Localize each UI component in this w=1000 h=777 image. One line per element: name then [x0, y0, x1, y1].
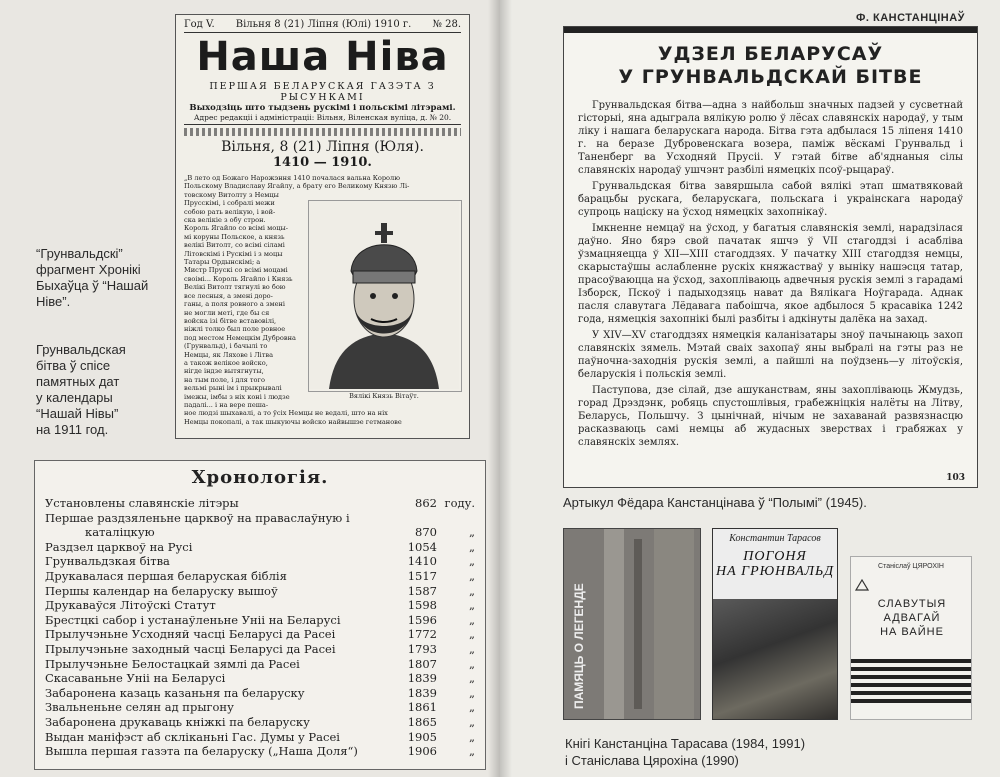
book-1-title: ПАМЯЦЬ О ЛЕГЕНДЕ: [572, 583, 586, 709]
caption-line: у календары: [36, 390, 113, 405]
chronology-event: Першае раздзяленьне царквоў на праваслаўную і: [45, 510, 350, 525]
chronology-unit: „: [469, 627, 475, 642]
article-title-line: УДЗЕЛ БЕЛАРУСАЎ: [657, 43, 884, 65]
portrait-illustration: [308, 200, 462, 392]
newspaper-text-line: все лесныя, а змені доро-: [184, 291, 273, 300]
chronology-year: 1517: [407, 568, 437, 583]
caption-line: бітва ў спісе: [36, 358, 111, 373]
chronology-row: [45, 715, 475, 730]
newspaper-subtitle-2: Выходзіць што тыдзень рускімі і польскімі літэрамі.: [189, 103, 456, 113]
book-cover-3: [850, 556, 972, 720]
newspaper-text-line: велікі Витолт, со всімі сіламі: [184, 241, 285, 250]
newspaper-text-line: Прусскімі, і собралі межи: [184, 199, 275, 208]
chronology-unit: „: [469, 583, 475, 598]
newspaper-text-line: товскому Витолту з Немцы: [184, 190, 279, 199]
newspaper-text-line: мі коруны Польское, а князь: [184, 232, 285, 241]
article-paragraph: Паступова, дзе сілай, дзе ашуканствам, яны захопліваюць Жмудзь, горад Дрэздэнк, робяць спустошлівыя, грабежніцкія налёты на Літву, Беларусь, Польшчу. З цынічнай, нічым не захаванай развязнасцю расказваюць самі немцы аб жудасных зверствах і грабяжах у славянскіх землях.: [578, 385, 963, 448]
chronology-year: 1587: [407, 583, 437, 598]
newspaper-text-line: собою рать велікую, і вой-: [184, 207, 276, 216]
newspaper-issue-number: № 28.: [432, 19, 461, 30]
book-3-title: [857, 597, 967, 639]
article-title-line: У ГРУНВАЛЬДСКАЙ БІТВЕ: [618, 66, 923, 88]
chronology-row: [45, 744, 475, 759]
newspaper-text-line: Велікі Витолт тягнулі во бою: [184, 283, 286, 292]
caption-line: Быхаўца ў “Нашай: [36, 278, 149, 293]
newspaper-text-line: Польскому Владиславу Ягайлу, а брату его Великому Князю Лі-: [184, 182, 410, 191]
chronology-row: [45, 642, 475, 657]
article-clipping: [563, 26, 978, 488]
caption-line: Ніве”.: [36, 294, 71, 309]
book-3-author: Станіслаў ЦЯРОХІН: [878, 563, 944, 570]
chronology-row: [45, 700, 475, 715]
newspaper-text-line: своімі... Король Ягайло і Князь: [184, 274, 293, 283]
newspaper-text-line: (Грунвальд), і бачылі то: [184, 342, 268, 351]
chronology-event: Друкавалася першая беларуская біблія: [45, 568, 287, 583]
chronology-row: [45, 569, 475, 584]
chronology-year: 1807: [407, 656, 437, 671]
article-page-number: 103: [946, 473, 965, 483]
chronology-unit: „: [469, 554, 475, 569]
newspaper-issue-date: Вільня 8 (21) Ліпня (Юлі) 1910 г.: [235, 19, 412, 30]
cover-stripe: [604, 529, 624, 720]
caption-chronicle: [36, 246, 148, 310]
newspaper-text-line: не могли меті, где бы ся: [184, 308, 270, 317]
newspaper-text-line: падалі... і на вере пеша-: [184, 400, 269, 409]
chronology-unit: „: [469, 656, 475, 671]
chronology-year: 1905: [407, 729, 437, 744]
article-paragraph: Грунвальдская бітва—адна з найбольш значных падзей у сусветнай гісторыі, яна адыграла вялікую ролю ў лёсах славянскіх народаў, у тым ліку і нашага беларускага народа. Бітва гэта адбылася 15 ліпеня 1410 г. на беразе Дубровенскага возера, паміж вёскамі Грунвальд і Таненберг ва Усходняй Прусіі. У гэтай бітве аб'яднаныя сілы славянскіх народаў ушчэнт разбілі нямецкіх псоў-рыцараў.: [578, 100, 963, 176]
newspaper-issue-year: Год V.: [184, 19, 215, 30]
publisher-logo-icon: [855, 579, 869, 591]
book-cover-2: [712, 528, 838, 720]
newspaper-date-line: Вільня, 8 (21) Ліпня (Юля).: [221, 139, 424, 155]
ornament-divider: [184, 128, 461, 136]
newspaper-text-line: Король Ягайло со всімі моцы-: [184, 224, 288, 233]
newspaper-text-line: нігде індзе вытягнуты,: [184, 367, 264, 376]
article-title: [578, 43, 963, 89]
chronology-event: Звальненьне селян ад прыгону: [45, 700, 234, 715]
newspaper-masthead: Наша Ніва: [196, 34, 449, 80]
newspaper-text-line: Мистр Прускі со всімі моцамі: [184, 266, 288, 275]
chronology-year: 1772: [407, 627, 437, 642]
article-paragraph: Грунвальдская бітва завяршыла сабой вялікі этап шматвяковай барацьбы рускага, беларускага, польскага і украінскага народаў супроць націску на ўсход нямецкіх захопнікаў.: [578, 181, 963, 218]
chronology-row: [45, 554, 475, 569]
chronology-row: [45, 598, 475, 613]
portrait-caption: Вялікі Князь Вітаўт.: [349, 392, 419, 400]
chronology-rows: [45, 496, 475, 759]
chronology-table: [34, 460, 486, 770]
chronology-unit: „: [469, 671, 475, 686]
newspaper-text-line: войска ізі бітве вставовілі,: [184, 316, 277, 325]
chronology-year: 862: [415, 496, 437, 510]
newspaper-body: [184, 174, 461, 424]
book-3-title-line: АДВАГАЙ: [883, 612, 941, 624]
chronology-row: [45, 584, 475, 599]
chronology-unit: „: [469, 685, 475, 700]
chronology-event: каталіцкую: [85, 525, 155, 540]
chronology-year: 1861: [407, 700, 437, 715]
chronology-event: Прылучэньне Белостацкай зямлі да Расеі: [45, 656, 300, 671]
chronology-unit: „: [469, 729, 475, 744]
chronology-year: [393, 511, 437, 526]
chronology-row: [45, 686, 475, 701]
newspaper-text-line: ніжлі толко был поле ровное: [184, 325, 286, 334]
chronology-event: Грунвальдзкая бітва: [45, 554, 170, 569]
article-caption: Артыкул Фёдара Канстанцінава ў “Полымі” (1945).: [563, 495, 867, 510]
chronology-unit: году.: [444, 496, 475, 510]
chronology-unit: „: [469, 744, 475, 759]
books-caption-line: Кнігі Канстанціна Тарасава (1984, 1991): [565, 736, 806, 751]
newspaper-address: Адрес редакціі і адміністраціі: Вільня, Віленская вуліца, д. № 20.: [184, 113, 461, 125]
caption-line: “Грунвальдскі”: [36, 246, 123, 261]
chronology-year: 1906: [407, 744, 437, 759]
book-cover-1: [563, 528, 701, 720]
chronology-year: 1793: [407, 641, 437, 656]
caption-line: фрагмент Хронікі: [36, 262, 141, 277]
chronology-row: [45, 540, 475, 555]
cover-stripe: [634, 539, 642, 709]
newspaper-years: 1410 — 1910.: [273, 155, 372, 170]
chronology-event: Раздзел царквоў на Русі: [45, 539, 193, 554]
chronology-event: Вышла першая газэта па беларуску („Наша Доля“): [45, 744, 358, 759]
caption-line: памятных дат: [36, 374, 120, 389]
chronology-row: [45, 671, 475, 686]
chronology-unit: „: [469, 700, 475, 715]
running-head: Ф. КАНСТАНЦІНАЎ: [856, 12, 966, 24]
chronology-year: 1410: [407, 554, 437, 569]
book-2-author: Константин Тарасов: [729, 533, 821, 544]
chronology-unit: „: [469, 568, 475, 583]
caption-line: на 1911 год.: [36, 422, 109, 437]
article-paragraph: Імкненне немцаў на ўсход, у багатыя славянскія землі, нарадзілася даўно. Яно бярэ свой пачатак яшчэ ў VII стагоддзі і асабліва ўзмацняецца ў XII—XIII стагоддзях. У пачатку XIII стагоддзя немцы, скарыстаўшы аслабленне рускіх княжастваў у выніку нашэсця татар, прасоўваюцца на ўсход, захопліваюць адвечныя рускія землі з гарадамі Ізборск, Пскоў і падыходзяць нават да Вялікага Ноўгарада. Аднак пасля славутага Лёдавага пабоішча, якое адбылося 5 красавіка 1242 года, нямецкія захопнікі былі разбіты і адкінуты далёка на захад.: [578, 223, 963, 325]
chronology-event: Прылучэньне заходный часці Беларусі да Расеі: [45, 641, 336, 656]
newspaper-text-line: ганы, а поля ровного а змені: [184, 300, 286, 309]
chronology-unit: „: [469, 641, 475, 656]
chronology-year: 1865: [407, 714, 437, 729]
chronology-event: Першы календар на беларуску вышоў: [45, 583, 278, 598]
chronology-row: [45, 730, 475, 745]
chronology-year: 1598: [407, 598, 437, 613]
chronology-row: [45, 525, 475, 540]
chronology-event: Забаронена казаць казаньня па беларуску: [45, 685, 305, 700]
newspaper-text-line: Літовскімі і Рускімі і з моцы: [184, 249, 283, 258]
chronology-unit: „: [469, 539, 475, 554]
chronology-year: 1054: [407, 539, 437, 554]
chronology-event: Прылучэньне Усходняй часці Беларусі да Расеі: [45, 627, 336, 642]
book-2-title: [713, 549, 837, 579]
chronology-year: 1596: [407, 612, 437, 627]
book-3-stripes: [851, 659, 971, 707]
newspaper-header: [184, 19, 461, 33]
chronology-unit: „: [469, 598, 475, 613]
book-3-title-line: СЛАВУТЫЯ: [877, 598, 947, 610]
book-2-title-line: НА ГРЮНВАЛЬД: [716, 564, 834, 579]
book-3-title-line: НА ВАЙНЕ: [880, 626, 944, 638]
article-top-bar: [564, 27, 977, 33]
newspaper-text-line: ска велікіе з обу строн.: [184, 216, 266, 225]
caption-line: Грунвальдская: [36, 342, 126, 357]
chronology-event: Установлены славянскіе літэры: [45, 496, 239, 510]
chronology-year: 870: [415, 525, 437, 540]
chronology-row: [45, 657, 475, 672]
chronology-title: Хронологія.: [191, 467, 329, 488]
article-paragraph: У XIV—XV стагоддзях нямецкія каланізатары зноў пачынаюць захоп славянскіх зямель. Мэтай сваіх захопаў яны выбралі на гэты раз не паўночна-заходнія рускія землі, а пайшлі на поўдзень—у літоўскія, беларускія і польскія землі.: [578, 330, 963, 380]
chronology-row: [45, 511, 475, 526]
newspaper-text-line: Татары Ордынскімі; а: [184, 258, 261, 267]
chronology-event: Друкаваўся Літоўскі Статут: [45, 598, 216, 613]
book-2-artwork: [713, 599, 837, 720]
chronology-year: 1839: [407, 671, 437, 686]
caption-line: “Нашай Нівы”: [36, 406, 119, 421]
chronology-row: [45, 613, 475, 628]
newspaper-text-line: „В лето од Божаго Нарожэння 1410 почалася вальна Королю: [184, 174, 400, 182]
chronology-event: Скасаваньне Уніі на Беларусі: [45, 671, 226, 686]
book-2-title-line: ПОГОНЯ: [743, 549, 807, 564]
books-caption: [565, 735, 805, 769]
chronology-row: [45, 496, 475, 511]
chronology-unit: „: [469, 612, 475, 627]
portrait-icon: [309, 201, 459, 389]
caption-calendar: [36, 342, 126, 438]
newspaper-text-line: на тым поле, і для того: [184, 375, 265, 384]
newspaper-text-line: под местом Немецкім Дубровна: [184, 333, 296, 342]
chronology-event: Забаронена друкаваць кніжкі па беларуску: [45, 714, 310, 729]
newspaper-subtitle: ПЕРШАЯ БЕЛАРУСКАЯ ГАЗЭТА З РЫСУНКАМІ: [209, 81, 436, 103]
newspaper-text-line: імежы, імбы з ніх коні і людзе: [184, 392, 290, 401]
chronology-event: Выдан маніфэст аб скліканьні Гас. Думы у Расеі: [45, 729, 340, 744]
newspaper-clipping: [175, 14, 470, 439]
cover-stripe: [654, 529, 694, 720]
chronology-row: [45, 627, 475, 642]
chronology-unit: „: [469, 525, 475, 540]
books-caption-line: і Станіслава Цярохіна (1990): [565, 753, 739, 768]
chronology-unit: [437, 511, 475, 526]
chronology-unit: „: [469, 714, 475, 729]
newspaper-text-line: вельмі рыні ім і прыкрывалі: [184, 384, 282, 393]
book-gutter: [488, 0, 512, 777]
newspaper-text-line: Немцы покопалі, а так шыкуючы войско найвышэе гетманове: [184, 417, 402, 426]
chronology-event: Брестцкі сабор і устанаўленьне Уніі на Беларусі: [45, 612, 341, 627]
chronology-year: 1839: [407, 685, 437, 700]
newspaper-text-line: а також велікое войско,: [184, 358, 268, 367]
newspaper-text-line: ное людзі шыхавалі, а то ўсіх Немцы не ведалі, што на ніх: [184, 409, 388, 418]
newspaper-text-line: Немцы, як Ляхове і Літва: [184, 350, 274, 359]
